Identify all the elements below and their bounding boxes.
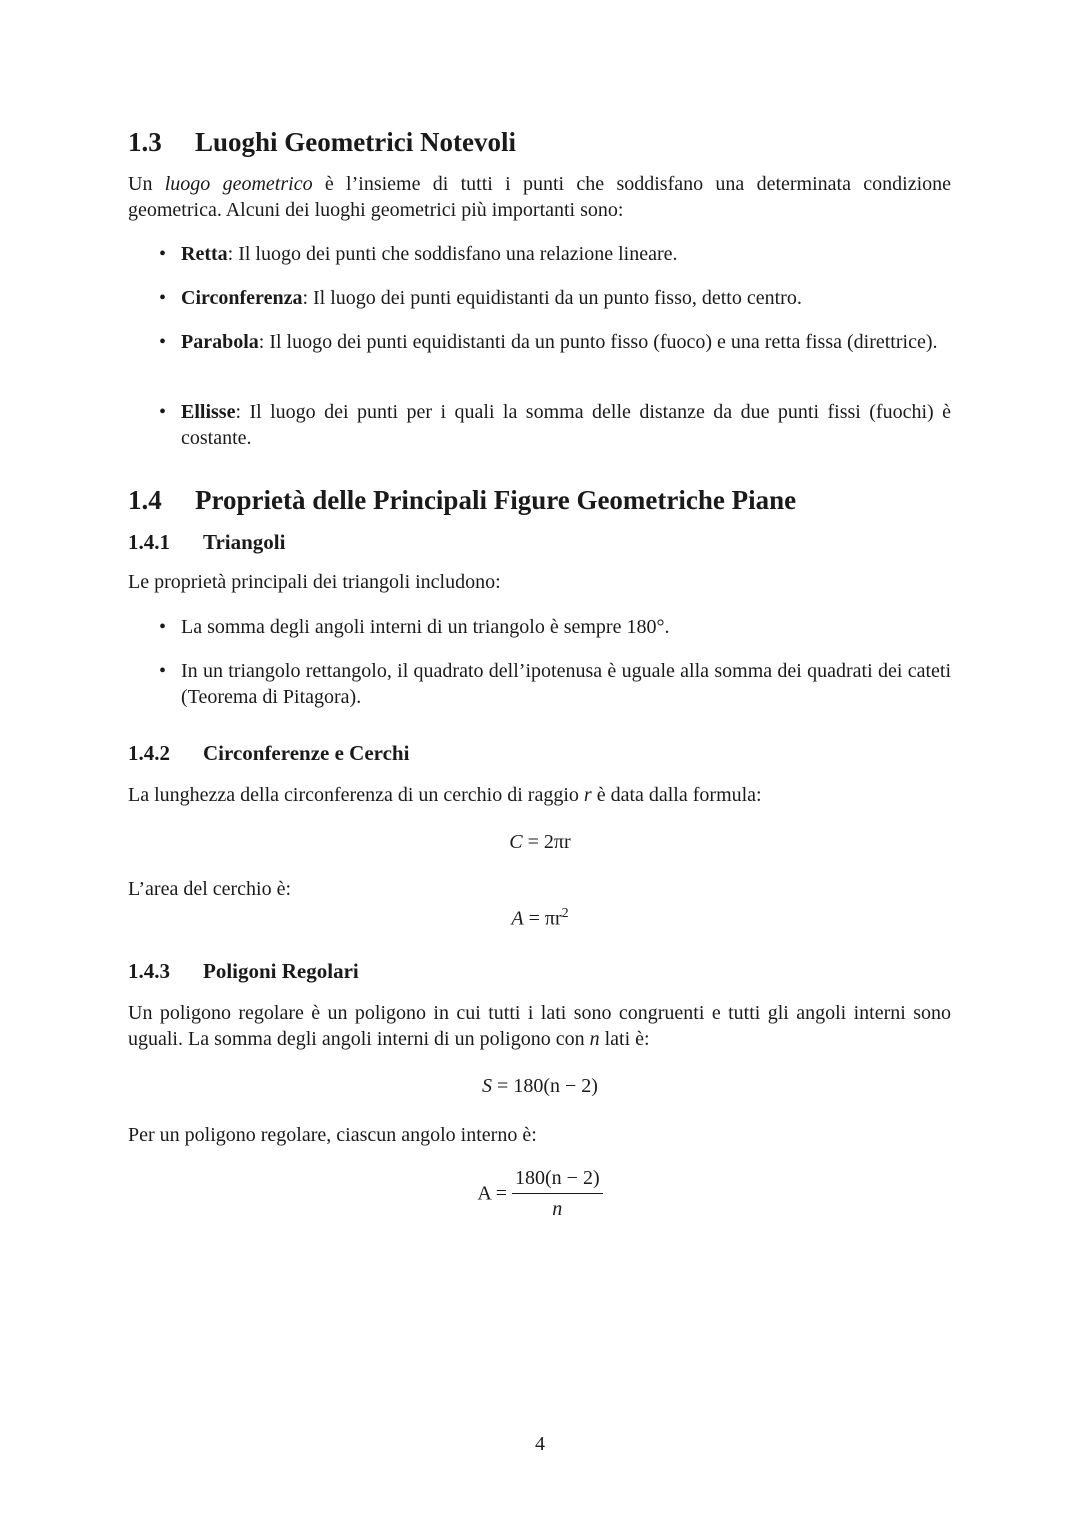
section-heading-1-4: 1.4 Proprietà delle Principali Figure Geometriche Piane: [128, 485, 797, 515]
paragraph-regular-angle: Per un poligono regolare, ciascun angolo interno è:: [128, 1124, 537, 1146]
equation-area: $A = \pi r^2$: [511, 906, 569, 930]
list-item-retta: • Retta: Il luogo dei punti che soddisfano una relazione lineare.: [181, 241, 951, 267]
paragraph-poligoni: Un poligono regolare è un poligono in cui tutti i lati sono congruenti e tutti gli angoli interni sono uguali. La somma degli angoli interni di un poligono con n lati è:: [128, 1002, 951, 1050]
subsection-heading-1-4-2: 1.4.2 Circonferenze e Cerchi: [128, 741, 410, 765]
list-item-pitagora: • In un triangolo rettangolo, il quadrato dell’ipotenusa è uguale alla somma dei quadrati dei cateti (Teorema di Pitagora).: [181, 658, 951, 710]
subsection-heading-1-4-3: 1.4.3 Poligoni Regolari: [128, 959, 359, 983]
paragraph-triangoli-intro: Le proprietà principali dei triangoli includono:: [128, 571, 501, 593]
section-heading-1-3: 1.3 Luoghi Geometrici Notevoli: [128, 127, 516, 157]
equation-interior-angle: A = $\frac{180(n - 2)}{n}$: [0, 1165, 1080, 1222]
paragraph-area: L’area del cerchio è:: [128, 878, 292, 900]
page-number: 4: [535, 1433, 545, 1455]
list-item-parabola: • Parabola: Il luogo dei punti equidistanti da un punto fisso (fuoco) e una retta fissa (direttrice).: [181, 329, 951, 355]
equation-circumference: C = 2πr: [509, 831, 571, 853]
list-item-circonferenza: • Circonferenza: Il luogo dei punti equidistanti da un punto fisso, detto centro.: [181, 285, 951, 311]
list-item-angle-sum: • La somma degli angoli interni di un triangolo è sempre 180°.: [181, 614, 951, 640]
paragraph-luogo-definition: Un luogo geometrico è l’insieme di tutti i punti che soddisfano una determinata condizione geometrica. Alcuni dei luoghi geometrici più importanti sono:: [128, 173, 952, 221]
paragraph-circonferenza: La lunghezza della circonferenza di un cerchio di raggio r è data dalla formula:: [128, 784, 762, 806]
equation-angle-sum: S = 180(n − 2): [482, 1075, 598, 1097]
subsection-heading-1-4-1: 1.4.1 Triangoli: [128, 530, 286, 554]
list-item-ellisse: • Ellisse: Il luogo dei punti per i quali la somma delle distanze da due punti fissi (fuochi) è costante.: [181, 399, 951, 451]
